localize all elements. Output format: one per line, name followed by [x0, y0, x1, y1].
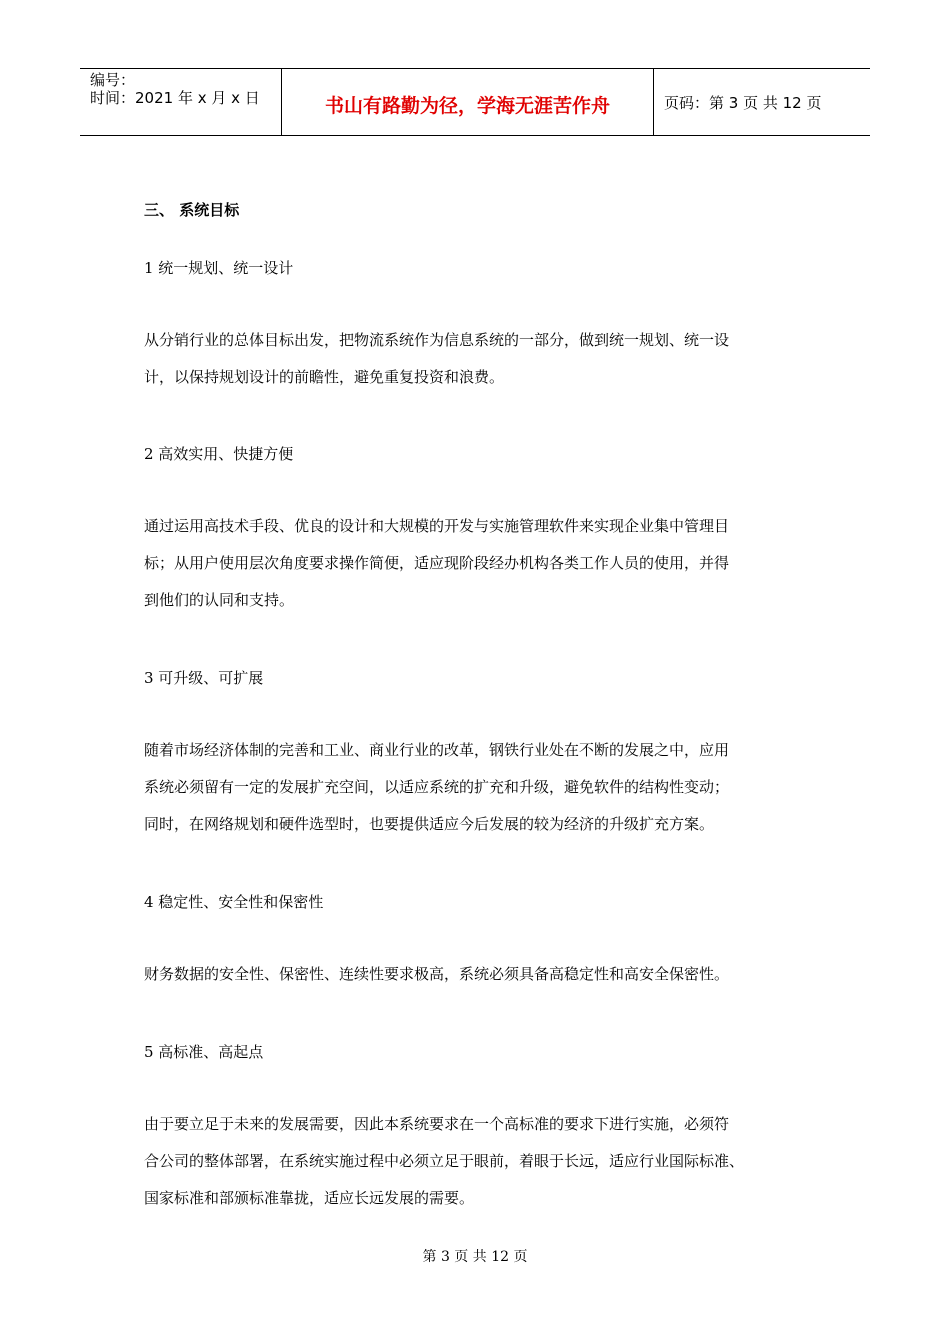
- document-header: [80, 68, 870, 136]
- item-title: 5 高标准、高起点: [144, 1043, 264, 1061]
- document-number-label: 编号：: [90, 71, 136, 89]
- header-motto-cell: [282, 69, 654, 135]
- header-meta-cell: [80, 69, 282, 135]
- item-paragraph: [144, 508, 814, 619]
- paragraph-line: 计，以保持规划设计的前瞻性，避免重复投资和浪费。: [144, 368, 505, 386]
- item-title: 1 统一规划、统一设计: [144, 259, 294, 277]
- paragraph-line: 随着市场经济体制的完善和工业、商业行业的改革，钢铁行业处在不断的发展之中，应用: [144, 741, 730, 759]
- item-paragraph: [144, 732, 814, 843]
- item-title: 3 可升级、可扩展: [144, 669, 264, 687]
- document-time-label: 时间：2021 年 x 月 x 日: [90, 89, 260, 107]
- item-paragraph: [144, 322, 814, 396]
- page-footer: 第 3 页 共 12 页: [422, 1249, 528, 1265]
- item-paragraph: [144, 1106, 814, 1217]
- paragraph-line: 从分销行业的总体目标出发，把物流系统作为信息系统的一部分，做到统一规划、统一设: [144, 331, 730, 349]
- item-paragraph: [144, 956, 814, 993]
- paragraph-line: 同时，在网络规划和硬件选型时，也要提供适应今后发展的较为经济的升级扩充方案。: [144, 815, 715, 833]
- paragraph-line: 系统必须留有一定的发展扩充空间，以适应系统的扩充和升级，避免软件的结构性变动；: [144, 778, 730, 796]
- paragraph-line: 通过运用高技术手段、优良的设计和大规模的开发与实施管理软件来实现企业集中管理目: [144, 517, 730, 535]
- header-page-cell: [654, 69, 870, 135]
- paragraph-line: 由于要立足于未来的发展需要，因此本系统要求在一个高标准的要求下进行实施，必须符: [144, 1115, 730, 1133]
- paragraph-line: 到他们的认同和支持。: [144, 591, 295, 609]
- paragraph-line: 财务数据的安全性、保密性、连续性要求极高，系统必须具备高稳定性和高安全保密性。: [144, 965, 730, 983]
- paragraph-line: 标；从用户使用层次角度要求操作简便，适应现阶段经办机构各类工作人员的使用，并得: [144, 554, 730, 572]
- paragraph-line: 合公司的整体部署，在系统实施过程中必须立足于眼前，着眼于长远，适应行业国际标准、: [144, 1152, 745, 1170]
- item-title: 2 高效实用、快捷方便: [144, 445, 294, 463]
- header-page-info: 页码：第 3 页 共 12 页: [664, 93, 822, 112]
- paragraph-line: 国家标准和部颁标准靠拢，适应长远发展的需要。: [144, 1189, 475, 1207]
- item-title: 4 稳定性、安全性和保密性: [144, 893, 324, 911]
- section-title: 三、 系统目标: [144, 201, 240, 219]
- header-motto: 书山有路勤为径，学海无涯苦作舟: [324, 94, 610, 117]
